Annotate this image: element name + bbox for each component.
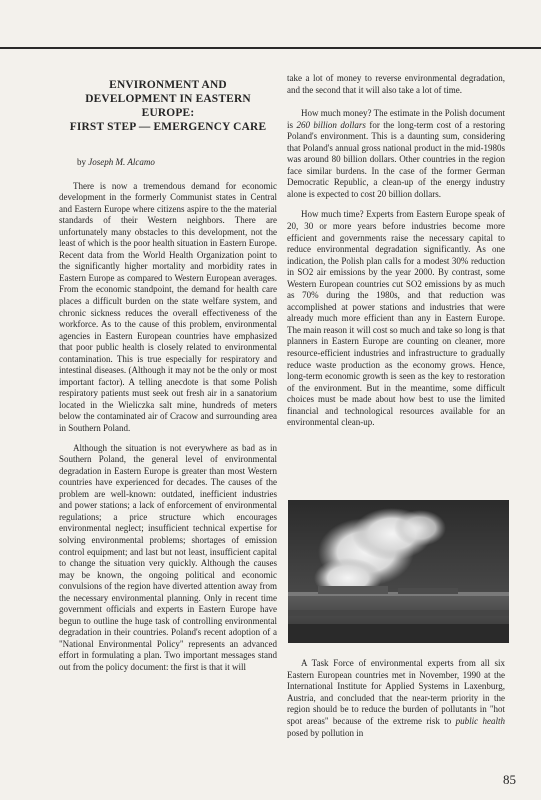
- left-column: [59, 74, 277, 674]
- title-line: FIRST STEP — EMERGENCY CARE: [69, 121, 267, 133]
- byline: [77, 157, 277, 169]
- byline-prefix: by: [77, 157, 86, 167]
- paragraph: [287, 658, 505, 739]
- article-title: [59, 78, 277, 134]
- text-run: How much money? The estimate in the Polish document is: [287, 108, 505, 130]
- author-name: Joseph M. Alcamo: [88, 157, 155, 167]
- paragraph: How much time? Experts from Eastern Europe speak of 20, 30 or more years before industries become more efficient and governments raise the necessary capital to reduce environmental degradation significantly. As one indication, the Polish plan calls for a modest 30% reduction in SO2 air emissions by the year 2000. By contrast, some Western European countries cut SO2 emissions by as much as 70% during the 1980s, and that reduction was accomplished at power stations and industries that were already much more efficient than any in Eastern Europe. The main reason it will cost so much and take so long is that planners in Eastern Europe are counting on cleaner, more resource-efficient industries and infrastructure to gradually reduce waste production as the economy grows. Hence, long-term economic growth is seen as the key to restoration of the environment. But in the meantime, some difficult choices must be made about how best to use the limited financial and technological resources available for an environmental clean-up.: [287, 209, 505, 428]
- emphasis: public health: [455, 715, 505, 726]
- paragraph: There is now a tremendous demand for economic development in the formerly Communist states in Central and Eastern Europe where citizens aspire to the the material standards of their Western neighbors. There are unfortunately many obstacles to this development, not the least of which is the poor health situation in Eastern Europe. Recent data from the World Health Organization point to the significantly higher mortality and morbidity rates in Eastern Europe as compared to Western European averages. From the economic standpoint, the demand for health care places a difficult burden on the state welfare system, and chronic sickness reduces the overall effectiveness of the workforce. As to the cause of this problem, environmental agencies in Eastern European countries have emphasized that poor public health is closely related to environmental contamination. This is true especially for respiratory and intestinal diseases. (Although it may not be the only or most important factor). A telling anecdote is that some Polish respiratory patients must seek out fresh air in a sanatorium located in the Wieliczka salt mine, hundreds of meters below the contaminated air of Cracow and surrounding area in Southern Poland.: [59, 180, 277, 434]
- photo-image: [288, 500, 509, 643]
- paragraph: Although the situation is not everywhere as bad as in Southern Poland, the general level of environmental degradation in Eastern Europe is greater than most Western countries have experienced for decades. The causes of the problem are well-known: outdated, inefficient industries and power stations; a lack of enforcement of environmental regulations; a price structure which encourages environmental neglect; insufficient technical expertise for solving environmental problems; shortages of emission control equipment; and last but not least, insufficient capital to change the situation very quickly. Although the causes may be known, the ongoing political and economic convulsions of the region have diverted attention away from the necessary environmental planning. Only in recent time government officials and experts in Eastern Europe have begun to outline the huge task of controlling environmental degradation in their countries. Poland's recent adoption of a "National Environmental Policy" represents an advanced effort in formulating a plan. Two important messages stand out from the policy document: the first is that it will: [59, 442, 277, 672]
- right-column-bottom: [287, 658, 505, 739]
- right-column: [287, 73, 505, 429]
- header-rule: [0, 47, 541, 49]
- text-run: A Task Force of environmental experts from all six Eastern European countries met in November, 1990 at the International Institute for Applied Systems in Laxenburg, Austria, and concluded that the near-term priority in the region should be to reduce the burden of pollutants in "hot spot areas" because of the extreme risk to: [287, 658, 505, 726]
- emphasis: 260 billion dollars: [296, 119, 366, 130]
- title-line: ENVIRONMENT AND: [109, 79, 227, 91]
- title-line: DEVELOPMENT IN EASTERN: [85, 93, 251, 105]
- page-number: 85: [503, 772, 516, 787]
- paragraph: take a lot of money to reverse environmental degradation, and the second that it will also take a lot of time.: [287, 73, 505, 95]
- title-line: EUROPE:: [141, 107, 195, 119]
- text-run: for the long-term cost of a restoring Poland's environment. This is a daunting sum, considering that Poland's annual gross national product in the mid-1980s was around 80 billion dollars. Other countries in the region face similar burdens. In the case of the former German Democratic Republic, a clean-up of the energy industry alone is expected to cost 20 billion dollars.: [287, 119, 505, 199]
- text-run: posed by pollution in: [287, 727, 364, 738]
- smokestack-photo: [288, 500, 509, 643]
- paragraph: [287, 108, 505, 200]
